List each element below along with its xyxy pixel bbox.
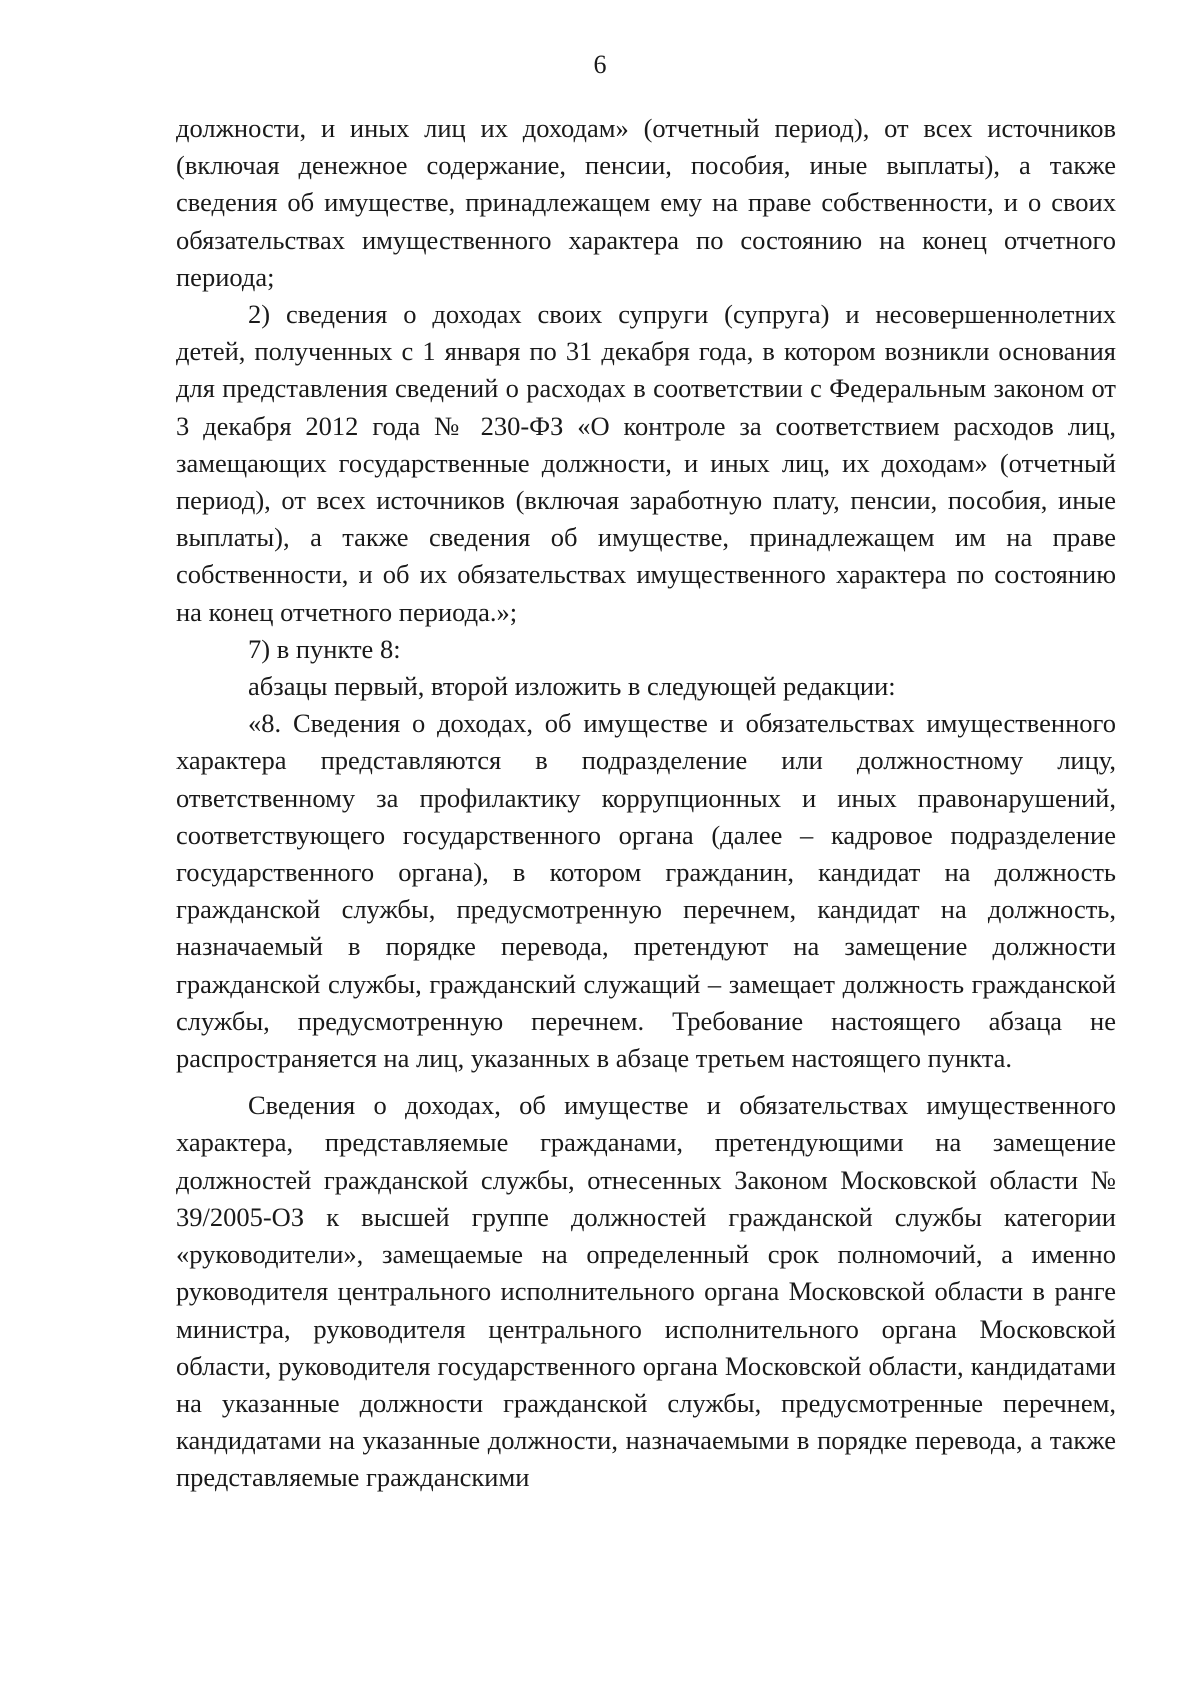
paragraph-item-7: 7) в пункте 8:	[248, 633, 401, 664]
paragraph-item-2: 2) сведения о доходах своих супруги (супруга) и несовершеннолетних детей, полученных с 1 января по 31 декабря года, в котором возникли основания для представления сведений о расходах в соответствии с Федеральным законом от 3 декабря 2012 года № 230-ФЗ «О контроле за соответствием расходов лиц, замещающих государственные должности, и иных лиц, их доходам» (отчетный период), от всех источников (включая заработную плату, пенсии, пособия, иные выплаты), а также сведения об имуществе, принадлежащем им на праве собственности, и об их обязательствах имущественного характера по состоянию на конец отчетного периода.»;	[176, 299, 1116, 627]
paragraph-instruction: абзацы первый, второй изложить в следующей редакции:	[248, 671, 896, 702]
paragraph-clause-8: «8. Сведения о доходах, об имуществе и обязательствах имущественного характера представляются в подразделение или должностному лицу, ответственному за профилактику коррупционных и иных правонарушений, соответствующего государственного органа (далее – кадровое подразделение государственного органа), в котором гражданин, кандидат на должность гражданской службы, предусмотренную перечнем, кандидат на должность, назначаемый в порядке перевода, претендуют на замещение должности гражданской службы, гражданский служащий – замещает должность гражданской службы, предусмотренную перечнем. Требование настоящего абзаца не распространяется на лиц, указанных в абзаце третьем настоящего пункта.	[176, 708, 1116, 1074]
paragraph-continuation: должности, и иных лиц их доходам» (отчетный период), от всех источников (включая денежное содержание, пенсии, пособия, иные выплаты), а также сведения об имуществе, принадлежащем ему на праве собственности, и о своих обязательствах имущественного характера по состоянию на конец отчетного периода;	[176, 113, 1116, 292]
page-number: 6	[593, 50, 607, 79]
paragraph-clause-8-second: Сведения о доходах, об имуществе и обязательствах имущественного характера, представляемые гражданами, претендующими на замещение должностей гражданской службы, отнесенных Законом Московской области № 39/2005-ОЗ к высшей группе должностей гражданской службы категории «руководители», замещаемые на определенный срок полномочий, а именно руководителя центрального исполнительного органа Московской области в ранге министра, руководителя центрального исполнительного органа Московской области, руководителя государственного органа Московской области, кандидатами на указанные должности гражданской службы, предусмотренные перечнем, кандидатами на указанные должности, назначаемыми в порядке перевода, а также представляемые гражданскими	[176, 1090, 1116, 1493]
document-body	[176, 110, 1116, 1497]
